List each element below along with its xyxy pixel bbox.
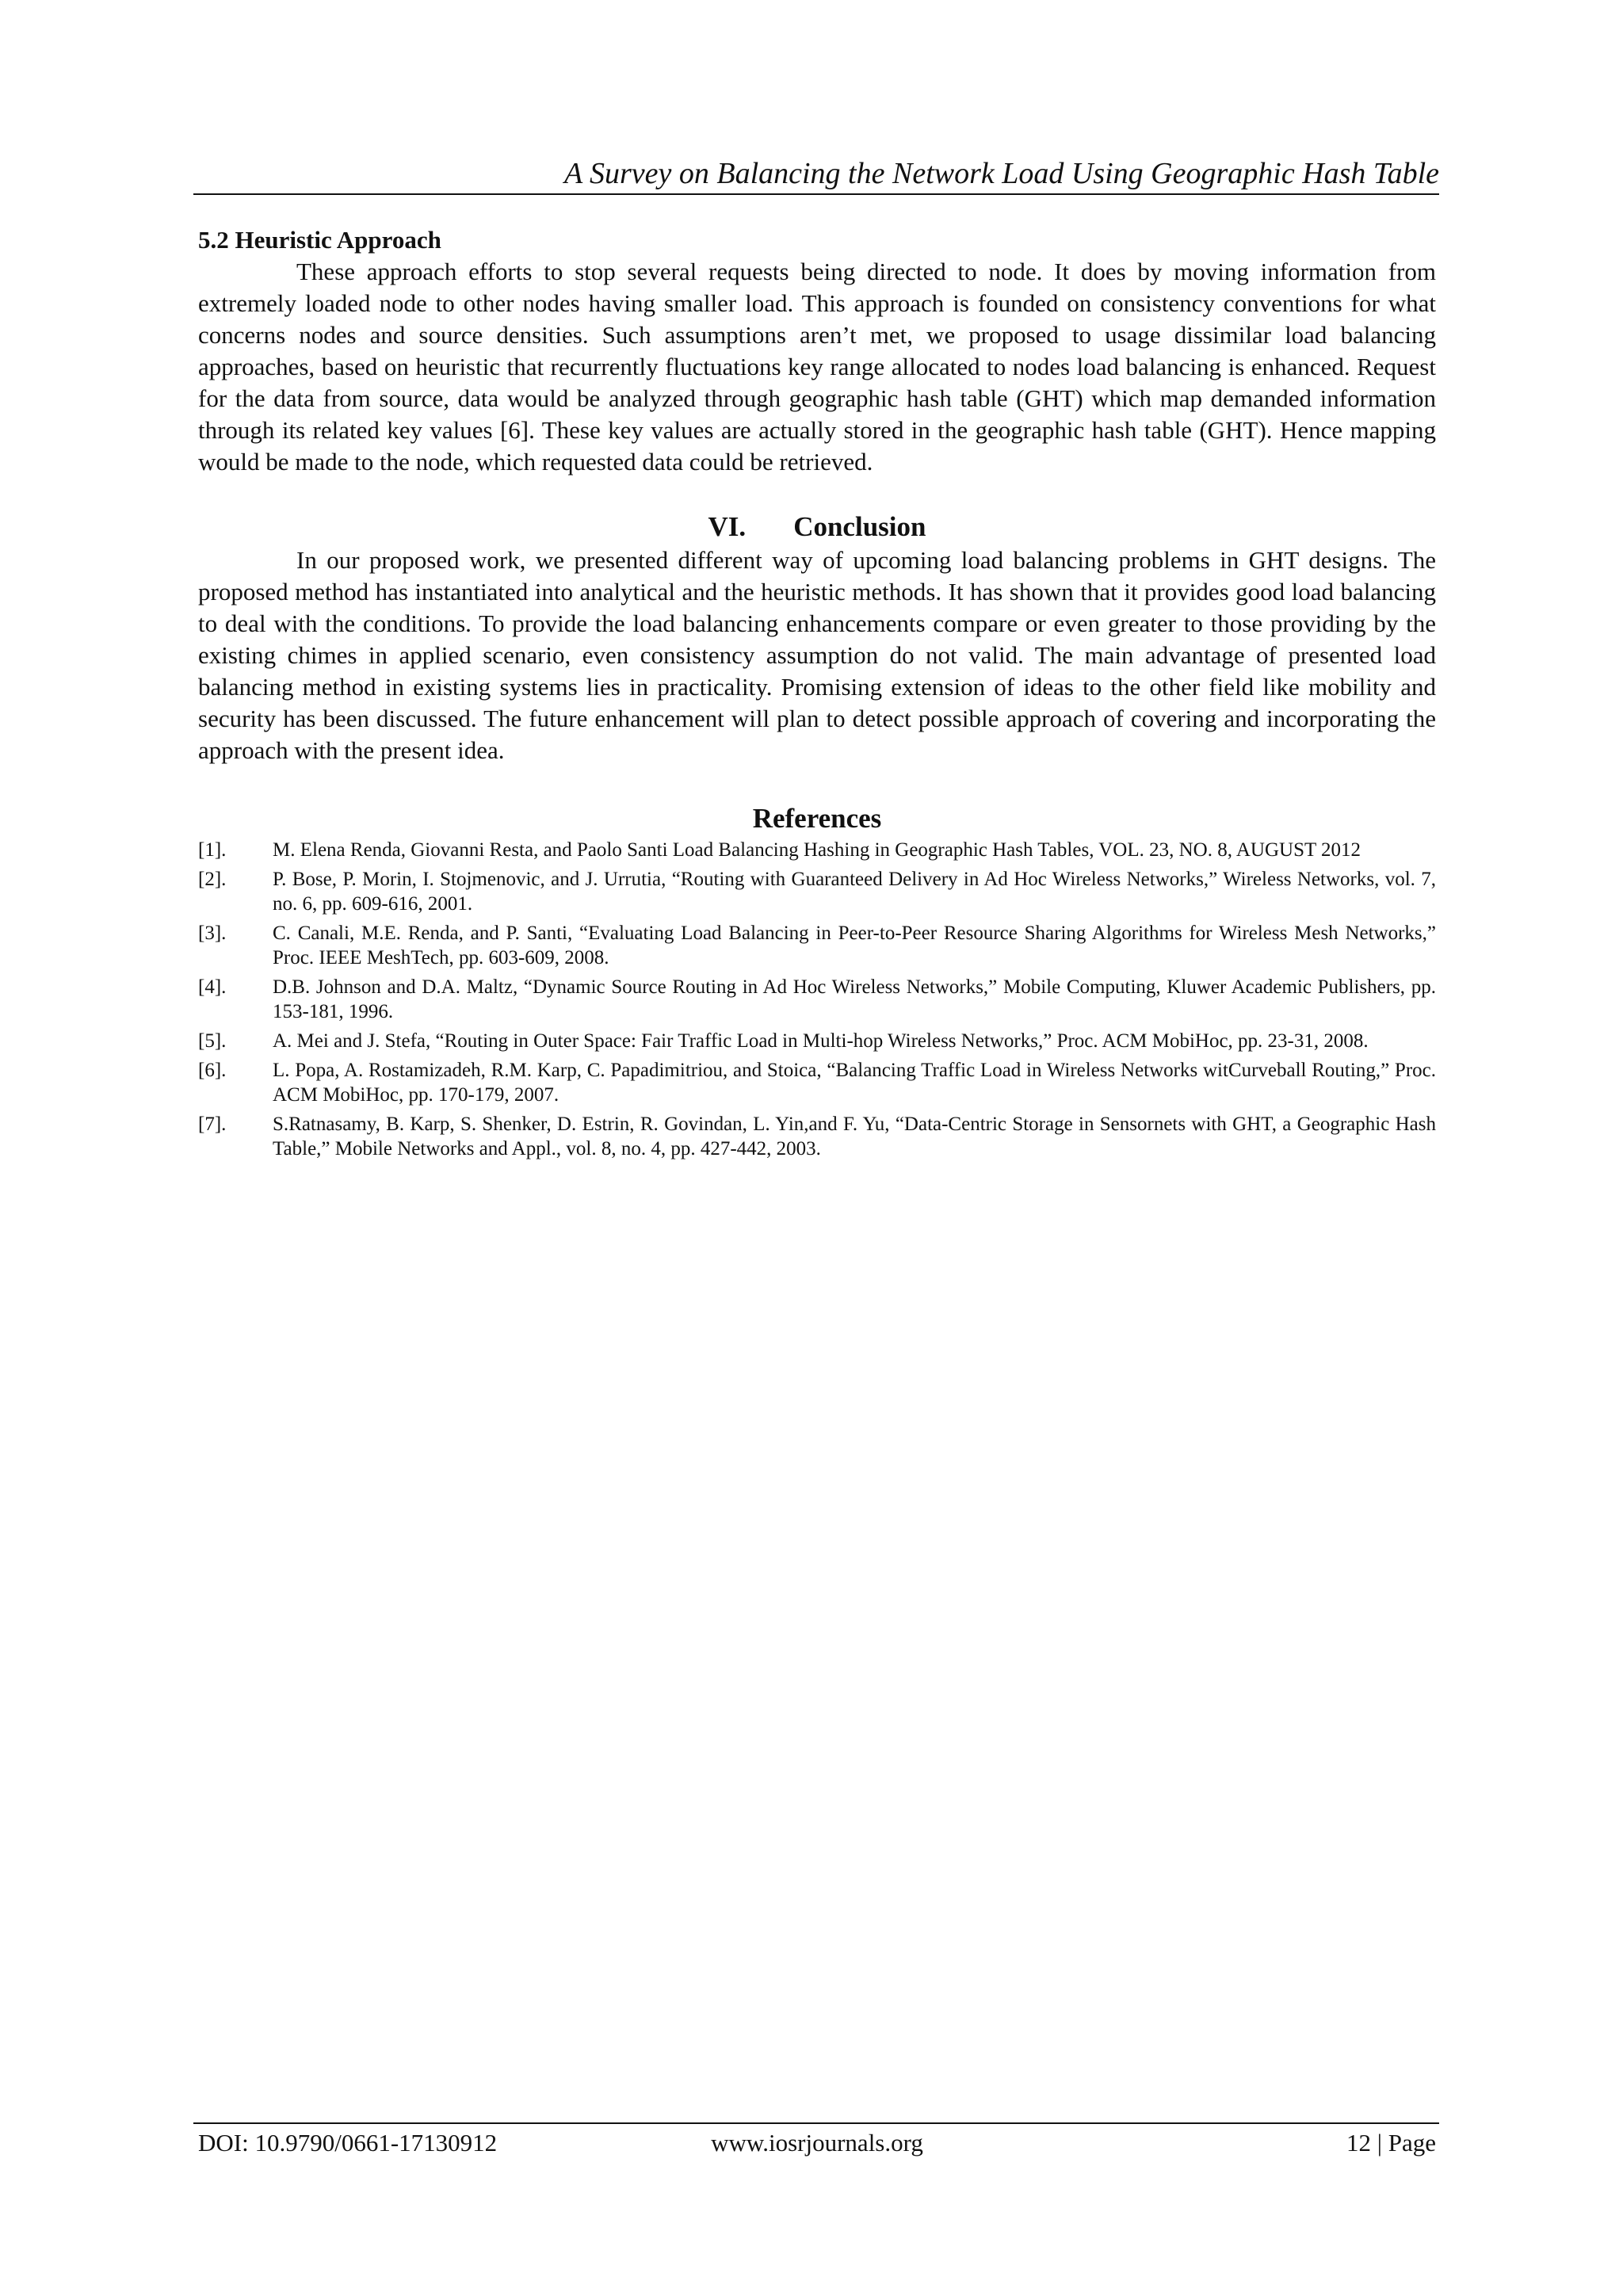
reference-number: [1].: [198, 839, 227, 861]
reference-text: D.B. Johnson and D.A. Maltz, “Dynamic Source Routing in Ad Hoc Wireless Networks,” Mobile Computing, Kluwer Academic Publishers, pp. 153-181, 1996.: [273, 976, 1436, 1022]
footer-website: www.iosrjournals.org: [711, 2129, 923, 2157]
reference-item: [198, 975, 1436, 1024]
reference-item: [198, 921, 1436, 970]
reference-text: A. Mei and J. Stefa, “Routing in Outer Space: Fair Traffic Load in Multi-hop Wireless Networks,” Proc. ACM MobiHoc, pp. 23-31, 2008.: [273, 1030, 1369, 1052]
reference-text: C. Canali, M.E. Renda, and P. Santi, “Evaluating Load Balancing in Peer-to-Peer Resource Sharing Algorithms for Wireless Mesh Networks,” Proc. IEEE MeshTech, pp. 603-609, 2008.: [273, 923, 1436, 968]
heuristic-approach-paragraph: These approach efforts to stop several requests being directed to node. It does by moving information from extremely loaded node to other nodes having smaller load. This approach is founded on consistency conventions for what concerns nodes and source densities. Such assumptions aren’t met, we proposed to usage dissimilar load balancing approaches, based on heuristic that recurrently fluctuations key range allocated to nodes load balancing is enhanced. Request for the data from source, data would be analyzed through geographic hash table (GHT) which map demanded information through its related key values [6]. These key values are actually stored in the geographic hash table (GHT). Hence mapping would be made to the node, which requested data could be retrieved.: [198, 258, 1436, 476]
conclusion-paragraph: In our proposed work, we presented different way of upcoming load balancing problems in GHT designs. The proposed method has instantiated into analytical and the heuristic methods. It has shown that it provides good load balancing to deal with the conditions. To provide the load balancing enhancements compare or even greater to those providing by the existing chimes in applied scenario, even consistency assumption do not valid. The main advantage of presented load balancing method in existing systems lies in practicality. Promising extension of ideas to the other field like mobility and security has been discussed. The future enhancement will plan to detect possible approach of covering and incorporating the approach with the present idea.: [198, 546, 1436, 764]
reference-number: [3].: [198, 923, 227, 944]
footer-rule: [193, 2122, 1439, 2124]
reference-number: [4].: [198, 976, 227, 998]
subsection-heading-5-2: 5.2 Heuristic Approach: [198, 226, 441, 254]
reference-text: L. Popa, A. Rostamizadeh, R.M. Karp, C. Papadimitriou, and Stoica, “Balancing Traffic Load in Wireless Networks witCurveball Routing,” Proc. ACM MobiHoc, pp. 170-179, 2007.: [273, 1060, 1436, 1106]
reference-item: [198, 1058, 1436, 1107]
reference-text: P. Bose, P. Morin, I. Stojmenovic, and J. Urrutia, “Routing with Guaranteed Delivery in Ad Hoc Wireless Networks,” Wireless Networks, vol. 7, no. 6, pp. 609-616, 2001.: [273, 869, 1436, 915]
section-heading-conclusion: [198, 510, 1436, 544]
reference-text: M. Elena Renda, Giovanni Resta, and Paolo Santi Load Balancing Hashing in Geographic Hash Tables, VOL. 23, NO. 8, AUGUST 2012: [273, 839, 1361, 861]
running-header: A Survey on Balancing the Network Load Using Geographic Hash Table: [563, 157, 1439, 190]
section-title: Conclusion: [793, 511, 926, 542]
reference-item: [198, 1112, 1436, 1161]
section-number: VI.: [708, 511, 747, 542]
reference-item: [198, 838, 1436, 862]
reference-text: S.Ratnasamy, B. Karp, S. Shenker, D. Estrin, R. Govindan, L. Yin,and F. Yu, “Data-Centric Storage in Sensornets with GHT, a Geographic Hash Table,” Mobile Networks and Appl., vol. 8, no. 4, pp. 427-442, 2003.: [273, 1114, 1436, 1159]
page-content: [198, 224, 1436, 1166]
header-rule: [193, 193, 1439, 195]
reference-number: [2].: [198, 869, 227, 890]
reference-item: [198, 1029, 1436, 1053]
footer-page-number: 12 | Page: [1346, 2129, 1436, 2157]
reference-number: [5].: [198, 1030, 227, 1052]
references-heading: References: [752, 803, 882, 834]
reference-list: [198, 838, 1436, 1161]
reference-number: [6].: [198, 1060, 227, 1081]
reference-item: [198, 867, 1436, 916]
footer-doi: DOI: 10.9790/0661-17130912: [198, 2129, 498, 2157]
reference-number: [7].: [198, 1114, 227, 1135]
